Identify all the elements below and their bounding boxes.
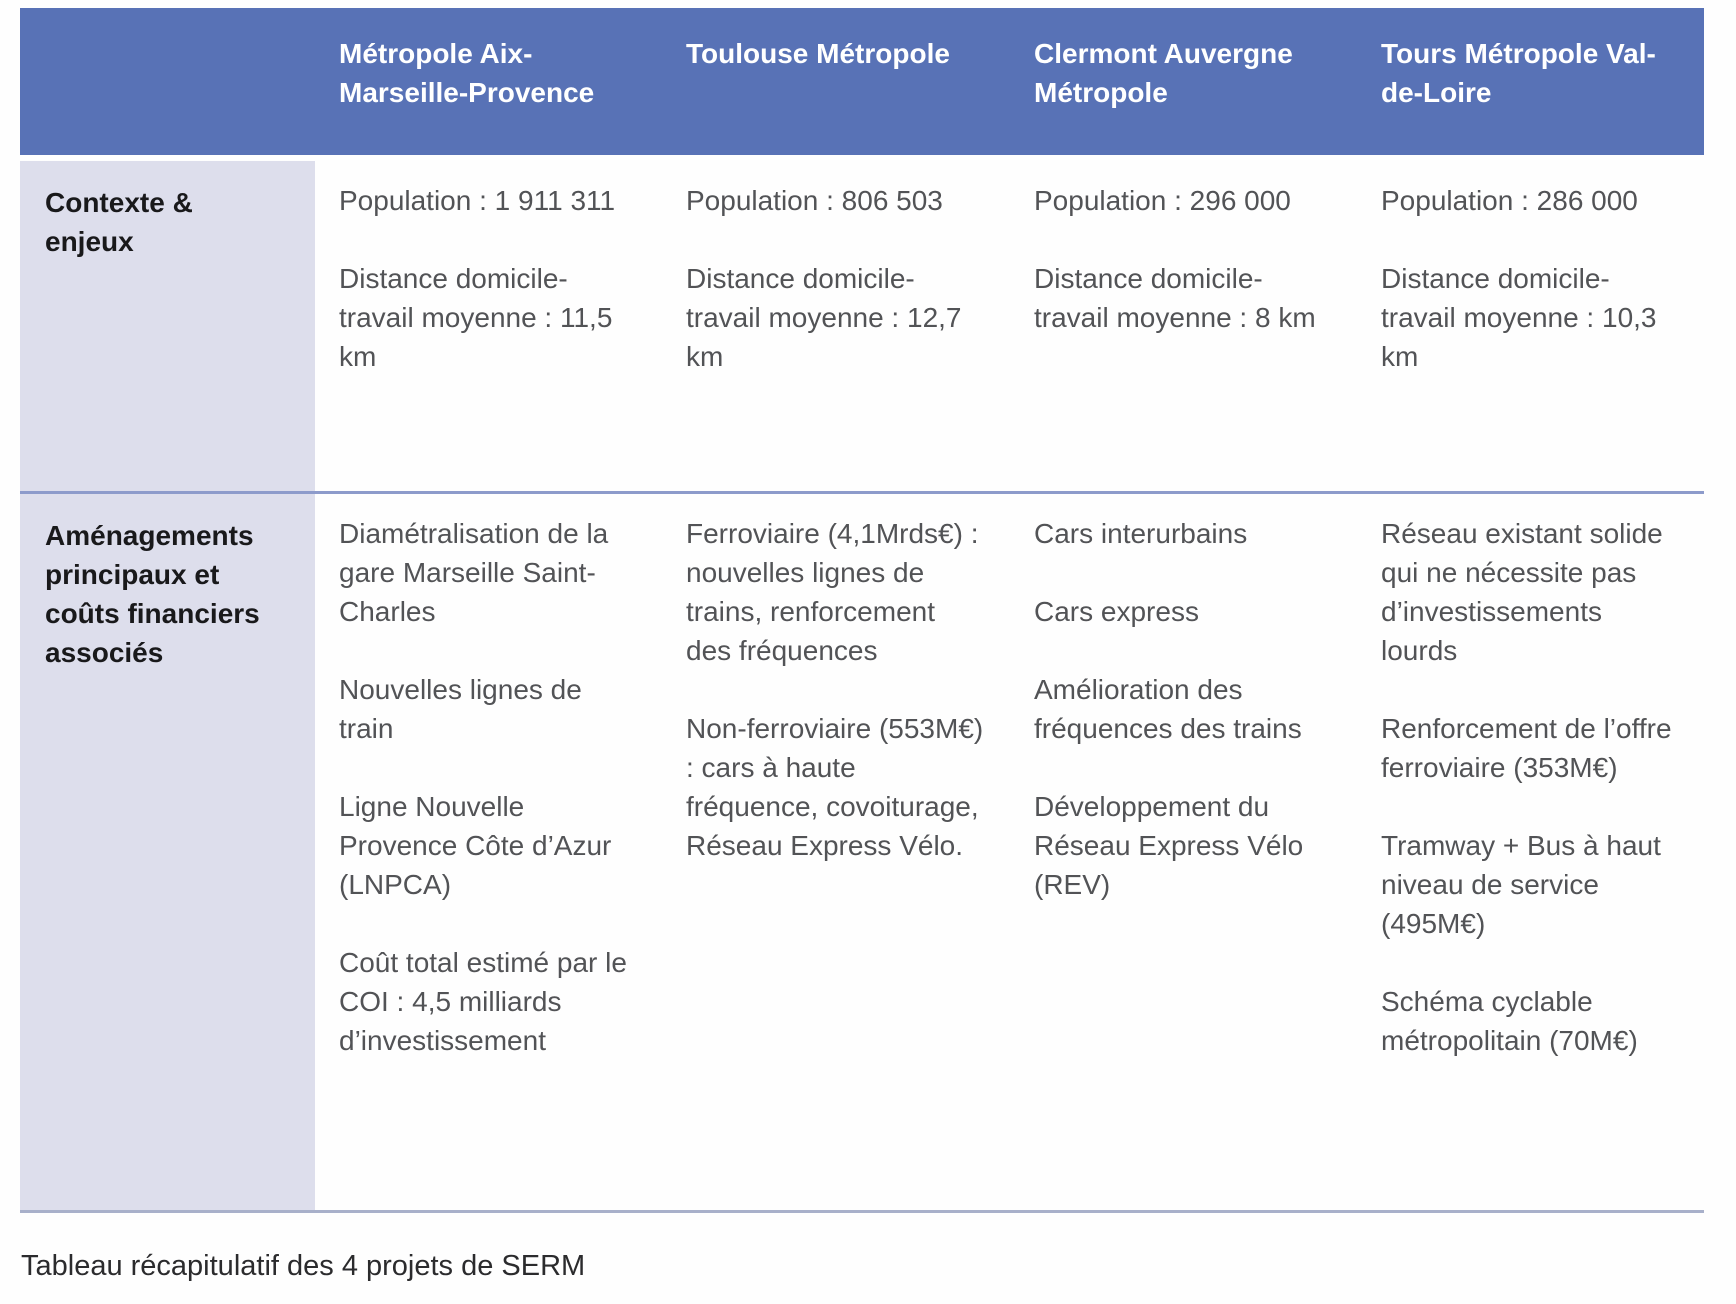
table-caption: Tableau récapitulatif des 4 projets de SERM [21,1250,586,1282]
cell-paragraph: Distance domicile-travail moyenne : 12,7 km [686,263,962,372]
cell-paragraph: Cars express [1034,596,1199,627]
cell-paragraph: Diamétralisation de la gare Marseille Saint-Charles [339,518,609,627]
cell-paragraph: Population : 806 503 [686,185,943,216]
cell-paragraph: Distance domicile-travail moyenne : 8 km [1034,263,1316,333]
row-amenagements-couts [20,491,1704,1213]
row-header-contexte-enjeux: Contexte & enjeux [20,161,315,491]
cell-amenagements-tours [1357,491,1704,1213]
cell-paragraph: Non-ferroviaire (553M€) : cars à haute fréquence, covoiturage, Réseau Express Vélo. [686,713,984,861]
col-header-toulouse: Toulouse Métropole [662,8,1010,161]
cell-contexte-toulouse [662,161,1010,491]
cell-paragraph: Distance domicile-travail moyenne : 11,5 km [339,263,613,372]
cell-paragraph: Population : 286 000 [1381,185,1638,216]
cell-paragraph: Tramway + Bus à haut niveau de service (495M€) [1381,830,1661,939]
cell-paragraph: Réseau existant solide qui ne nécessite pas d’investissements lourds [1381,518,1663,666]
cell-paragraph: Ligne Nouvelle Provence Côte d’Azur (LNPCA) [339,791,612,900]
cell-paragraph: Nouvelles lignes de train [339,674,582,744]
cell-paragraph: Population : 296 000 [1034,185,1291,216]
cell-amenagements-clermont [1010,491,1357,1213]
cell-contexte-clermont [1010,161,1357,491]
cell-paragraph: Coût total estimé par le COI : 4,5 milliards d’investissement [339,947,627,1056]
serm-comparison-table [20,8,1704,1213]
col-header-tours: Tours Métropole Val-de-Loire [1357,8,1704,161]
col-header-clermont: Clermont Auvergne Métropole [1010,8,1357,161]
cell-paragraph: Renforcement de l’offre ferroviaire (353M€) [1381,713,1672,783]
cell-paragraph: Développement du Réseau Express Vélo (REV) [1034,791,1304,900]
cell-paragraph: Ferroviaire (4,1Mrds€) : nouvelles lignes de trains, renforcement des fréquences [686,518,979,666]
row-contexte-enjeux [20,161,1704,491]
row-header-amenagements-couts: Aménagements principaux et coûts financiers associés [20,491,315,1213]
cell-paragraph: Distance domicile-travail moyenne : 10,3 km [1381,263,1657,372]
cell-paragraph: Amélioration des fréquences des trains [1034,674,1302,744]
cell-paragraph: Schéma cyclable métropolitain (70M€) [1381,986,1638,1056]
cell-contexte-tours [1357,161,1704,491]
corner-cell [20,8,315,161]
col-header-aix-marseille: Métropole Aix-Marseille-Provence [315,8,662,161]
cell-paragraph: Population : 1 911 311 [339,185,616,216]
header-row [20,8,1704,161]
cell-paragraph: Cars interurbains [1034,518,1248,549]
cell-amenagements-aix [315,491,662,1213]
cell-amenagements-toulouse [662,491,1010,1213]
cell-contexte-aix [315,161,662,491]
